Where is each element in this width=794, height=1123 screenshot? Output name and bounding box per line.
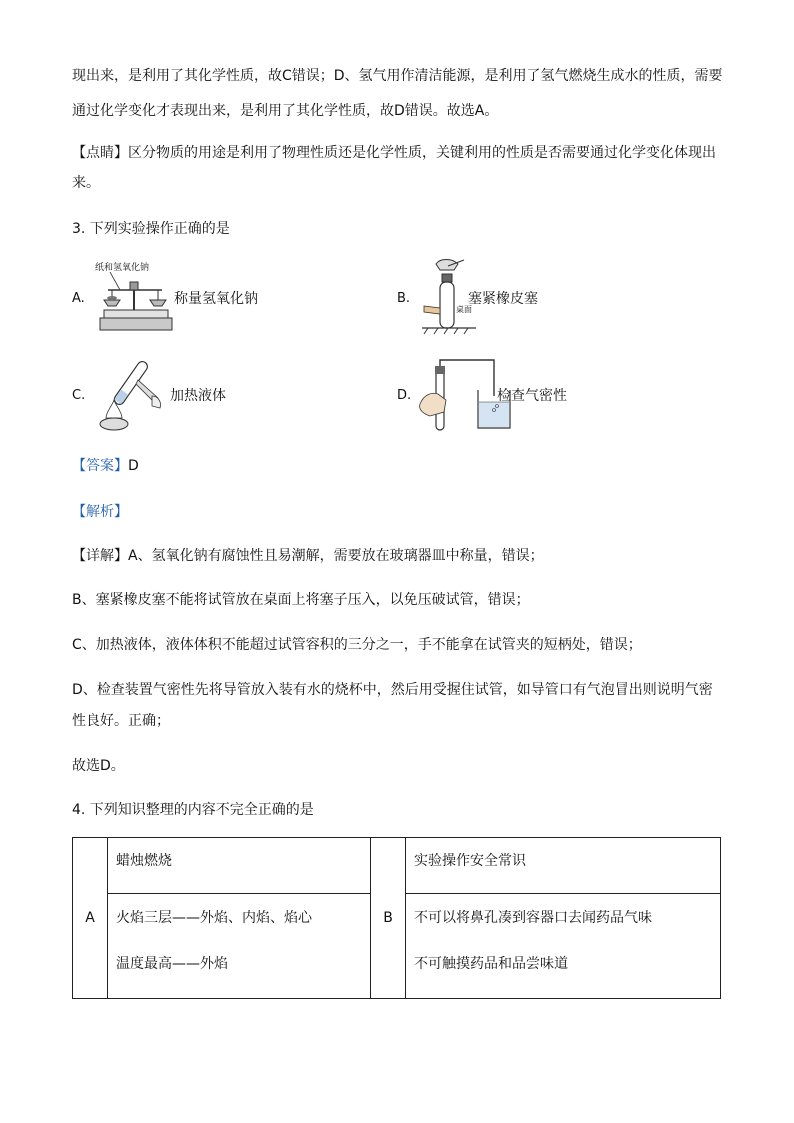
option-d-caption: 检查气密性 [497,388,567,404]
cell-b-line-2: 不可触摸药品和品尝味道 [414,956,568,972]
option-b-caption: 塞紧橡皮塞 [468,291,538,307]
cell-a-letter: A [73,838,108,999]
cell-a-content [108,894,371,999]
answer-tag: 【答案】 [72,458,128,474]
option-c-letter: C. [72,388,86,403]
option-a-letter: A. [72,291,85,306]
cell-b-title: 实验操作安全常识 [406,838,721,894]
question-3-stem: 3. 下列实验操作正确的是 [72,221,230,237]
detail-a [72,546,544,566]
option-a-caption: 称量氢氧化钠 [174,291,258,307]
cell-a-line-1: 火焰三层——外焰、内焰、焰心 [116,910,312,926]
cell-b-content [406,894,721,999]
cell-b-letter: B [371,838,406,999]
figure-b-label: 桌面 [456,305,472,314]
balance-figure [94,260,176,334]
heating-figure [92,356,168,436]
intro-line-2: 通过化学变化才表现出来，是利用了其化学性质，故D错误。故选A。 [72,103,499,119]
cell-a-title: 蜡烛燃烧 [108,838,371,894]
knowledge-table [72,837,721,999]
option-c-caption: 加热液体 [170,388,226,404]
question-4-stem: 4. 下列知识整理的内容不完全正确的是 [72,802,314,818]
figure-a-label: 纸和氢氧化钠 [95,263,150,273]
note-tag: 【点睛】 [72,145,128,161]
detail-a-text: A、氢氧化钠有腐蚀性且易潮解，需要放在玻璃器皿中称量，错误； [128,548,544,564]
intro-line-1: 现出来，是利用了其化学性质，故C错误；D、氢气用作清洁能源，是利用了氢气燃烧生成水的性质，需要 [72,68,723,84]
cell-b-line-1: 不可以将鼻孔凑到容器口去闻药品气味 [414,910,652,926]
note-line-2: 来。 [72,175,100,191]
note-line-1 [72,143,716,163]
detail-tag: 【详解】 [72,548,128,564]
cell-a-line-2: 温度最高——外焰 [116,956,228,972]
detail-b: B、塞紧橡皮塞不能将试管放在桌面上将塞子压入，以免压破试管，错误； [72,592,530,608]
detail-c: C、加热液体，液体体积不能超过试管容积的三分之一，手不能拿在试管夹的短柄处，错误； [72,637,642,653]
note-text-1: 区分物质的用途是利用了物理性质还是化学性质，关键利用的性质是否需要通过化学变化体现出 [128,145,716,161]
analysis-tag: 【解析】 [72,504,128,520]
answer-line [72,456,139,476]
option-d-letter: D. [397,388,412,403]
answer-value: D [128,458,139,474]
detail-d-2: 性良好。正确； [72,713,170,729]
detail-d-1: D、检查装置气密性先将导管放入装有水的烧杯中，然后用受握住试管，如导管口有气泡冒出则说明气密 [72,682,713,698]
option-b-letter: B. [397,291,411,306]
conclusion: 故选D。 [72,758,125,774]
